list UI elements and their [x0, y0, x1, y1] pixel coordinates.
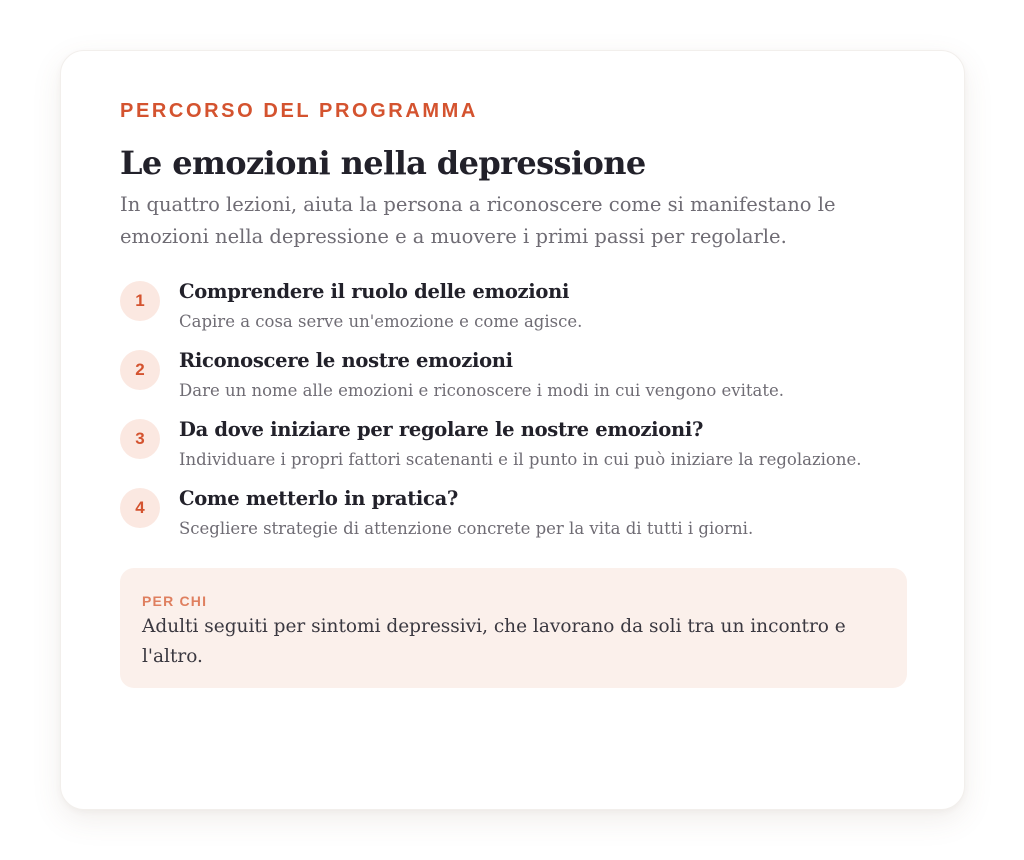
lesson-item: [120, 281, 905, 335]
lesson-item: [120, 350, 905, 404]
eyebrow-label: PERCORSO DEL PROGRAMMA: [120, 100, 478, 122]
lesson-title: Riconoscere le nostre emozioni: [179, 349, 513, 372]
lesson-content: [179, 419, 869, 473]
lesson-number-badge: 2: [120, 350, 160, 390]
lesson-title: Comprendere il ruolo delle emozioni: [179, 280, 570, 303]
lesson-list: [120, 281, 905, 542]
program-card: [60, 50, 965, 810]
lesson-title: Come metterlo in pratica?: [179, 487, 459, 510]
lesson-title: Da dove iniziare per regolare le nostre emozioni?: [179, 418, 704, 441]
lesson-description: Dare un nome alle emozioni e riconoscere i modi in cui vengono evitate.: [179, 381, 784, 400]
lesson-description: Individuare i propri fattori scatenanti e il punto in cui può iniziare la regolazione.: [179, 450, 862, 469]
lesson-content: [179, 281, 869, 335]
lesson-content: [179, 488, 869, 542]
lesson-description: Capire a cosa serve un'emozione e come agisce.: [179, 312, 583, 331]
lesson-content: [179, 350, 869, 404]
lesson-item: [120, 419, 905, 473]
lesson-item: [120, 488, 905, 542]
audience-callout: [120, 568, 907, 688]
lesson-number-badge: 3: [120, 419, 160, 459]
page-subtitle: In quattro lezioni, aiuta la persona a riconoscere come si manifestano le emozioni nella depressione e a muovere i primi passi per regolarle.: [120, 193, 836, 248]
lesson-number-badge: 1: [120, 281, 160, 321]
page-title: Le emozioni nella depressione: [120, 144, 646, 182]
lesson-description: Scegliere strategie di attenzione concrete per la vita di tutti i giorni.: [179, 519, 754, 538]
audience-label: PER CHI: [142, 593, 208, 609]
lesson-number-badge: 4: [120, 488, 160, 528]
audience-text: Adulti seguiti per sintomi depressivi, che lavorano da soli tra un incontro e l'altro.: [142, 616, 846, 667]
